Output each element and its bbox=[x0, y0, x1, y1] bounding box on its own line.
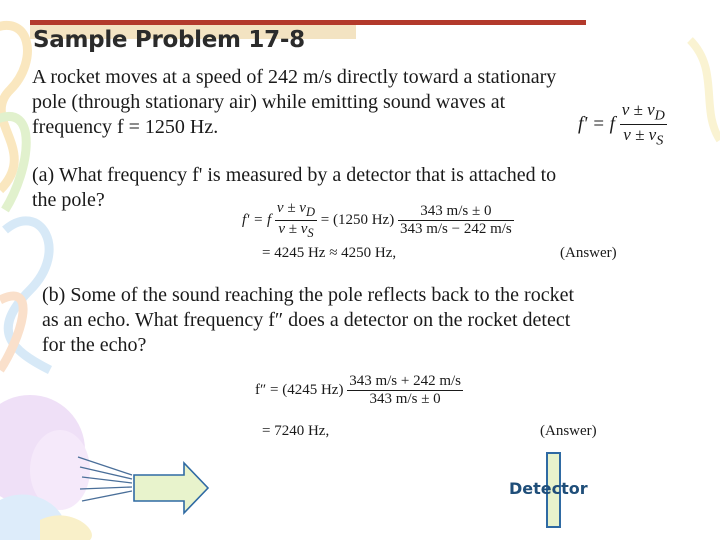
doppler-formula bbox=[578, 100, 667, 150]
part-b-equation-line1 bbox=[255, 373, 463, 408]
part-a-question: (a) What frequency f' is measured by a detector that is attached to the pole? bbox=[32, 164, 557, 211]
formula-fraction bbox=[620, 100, 667, 150]
part-a-frac2-num: 343 m/s ± 0 bbox=[398, 203, 514, 221]
part-a-equation-line1 bbox=[242, 200, 514, 241]
page-title: Sample Problem 17-8 bbox=[33, 27, 305, 53]
formula-denominator: v ± v bbox=[623, 125, 657, 145]
part-b-result: = 7240 Hz, bbox=[262, 423, 330, 439]
detector-label: Detector bbox=[509, 479, 588, 498]
part-a-frac1-den-sub: S bbox=[307, 226, 314, 240]
part-a-frac1-num: v ± v bbox=[276, 200, 306, 216]
part-a-result: = 4245 Hz ≈ 4250 Hz, bbox=[262, 245, 397, 261]
formula-denominator-sub: S bbox=[656, 132, 664, 149]
sound-line-4 bbox=[80, 487, 132, 489]
formula-lhs: f' = f bbox=[578, 113, 615, 135]
part-b-frac-num: 343 m/s + 242 m/s bbox=[349, 373, 461, 389]
part-a-fraction-2 bbox=[398, 203, 514, 238]
part-b-question: (b) Some of the sound reaching the pole reflects back to the rocket as an echo. What frequency f″ does a detector on the rocket detect for the echo? bbox=[42, 284, 575, 356]
formula-numerator: v ± v bbox=[621, 100, 655, 119]
part-a-frac1-den: v ± v bbox=[278, 221, 308, 237]
sound-line-5 bbox=[82, 491, 132, 501]
part-a-frac2-den: 343 m/s − 242 m/s bbox=[399, 221, 512, 237]
part-a-mid: = (1250 Hz) bbox=[320, 211, 395, 228]
formula-numerator-sub: D bbox=[654, 107, 665, 124]
part-a-lhs: f' = f bbox=[242, 211, 272, 228]
part-a-answer-tag: (Answer) bbox=[560, 245, 617, 261]
part-a-frac1-num-sub: D bbox=[305, 205, 316, 219]
part-b-fraction bbox=[347, 373, 463, 408]
part-b-frac-den: 343 m/s ± 0 bbox=[369, 391, 441, 407]
rocket-arrow bbox=[132, 461, 212, 515]
part-b-lhs: f″ = (4245 Hz) bbox=[255, 381, 344, 398]
part-b-answer-tag: (Answer) bbox=[540, 423, 597, 439]
problem-intro: A rocket moves at a speed of 242 m/s directly toward a stationary pole (through stationary air) while emitting sound waves at frequency f = 1250 Hz. bbox=[32, 66, 557, 138]
part-a-fraction-1 bbox=[275, 200, 317, 241]
